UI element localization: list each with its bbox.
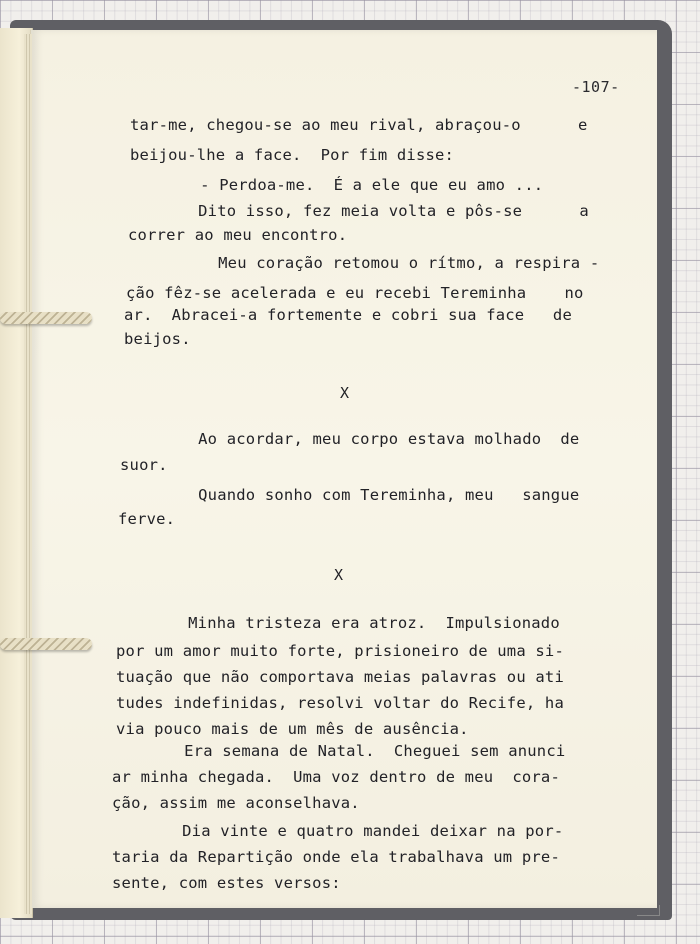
text-line: via pouco mais de um mês de ausência. bbox=[116, 720, 469, 738]
text-line: Meu coração retomou o rítmo, a respira - bbox=[180, 254, 600, 272]
text-line: - Perdoa-me. É a ele que eu amo ... bbox=[162, 176, 544, 194]
text-line: Dito isso, fez meia volta e pôs-se a bbox=[160, 202, 589, 220]
text-line: suor. bbox=[120, 456, 168, 474]
text-line: ar minha chegada. Uma voz dentro de meu cora- bbox=[112, 768, 560, 786]
text-line: ar. Abracei-a fortemente e cobri sua face de bbox=[124, 306, 572, 324]
binding-string-bottom bbox=[0, 638, 92, 650]
text-line: Dia vinte e quatro mandei deixar na por- bbox=[144, 822, 564, 840]
page-number: -107- bbox=[572, 78, 620, 96]
text-line: ção, assim me aconselhava. bbox=[112, 794, 360, 812]
text-line: Era semana de Natal. Cheguei sem anunci bbox=[146, 742, 566, 760]
text-line: beijou-lhe a face. Por fim disse: bbox=[130, 146, 455, 164]
text-line: Quando sonho com Tereminha, meu sangue bbox=[160, 486, 580, 504]
text-line: ferve. bbox=[118, 510, 176, 528]
text-line: Minha tristeza era atroz. Impulsionado bbox=[150, 614, 560, 632]
text-line: ção fêz-se acelerada e eu recebi Tereminha no bbox=[126, 284, 584, 302]
section-separator: X bbox=[340, 384, 350, 402]
text-line: tuação que não comportava meias palavras ou ati bbox=[116, 668, 564, 686]
text-line: correr ao meu encontro. bbox=[128, 226, 348, 244]
text-line: beijos. bbox=[124, 330, 191, 348]
text-line: sente, com estes versos: bbox=[112, 874, 341, 892]
page-stack-edge bbox=[24, 34, 32, 914]
binding-string-top bbox=[0, 312, 92, 324]
text-line: Ao acordar, meu corpo estava molhado de bbox=[160, 430, 580, 448]
section-separator: X bbox=[334, 566, 344, 584]
text-line: tar-me, chegou-se ao meu rival, abraçou-o e bbox=[130, 116, 588, 134]
text-line: por um amor muito forte, prisioneiro de uma si- bbox=[116, 642, 564, 660]
text-line: taria da Repartição onde ela trabalhava um pre- bbox=[112, 848, 560, 866]
text-line: tudes indefinidas, resolvi voltar do Recife, ha bbox=[116, 694, 564, 712]
page-corner-mark bbox=[637, 905, 660, 916]
